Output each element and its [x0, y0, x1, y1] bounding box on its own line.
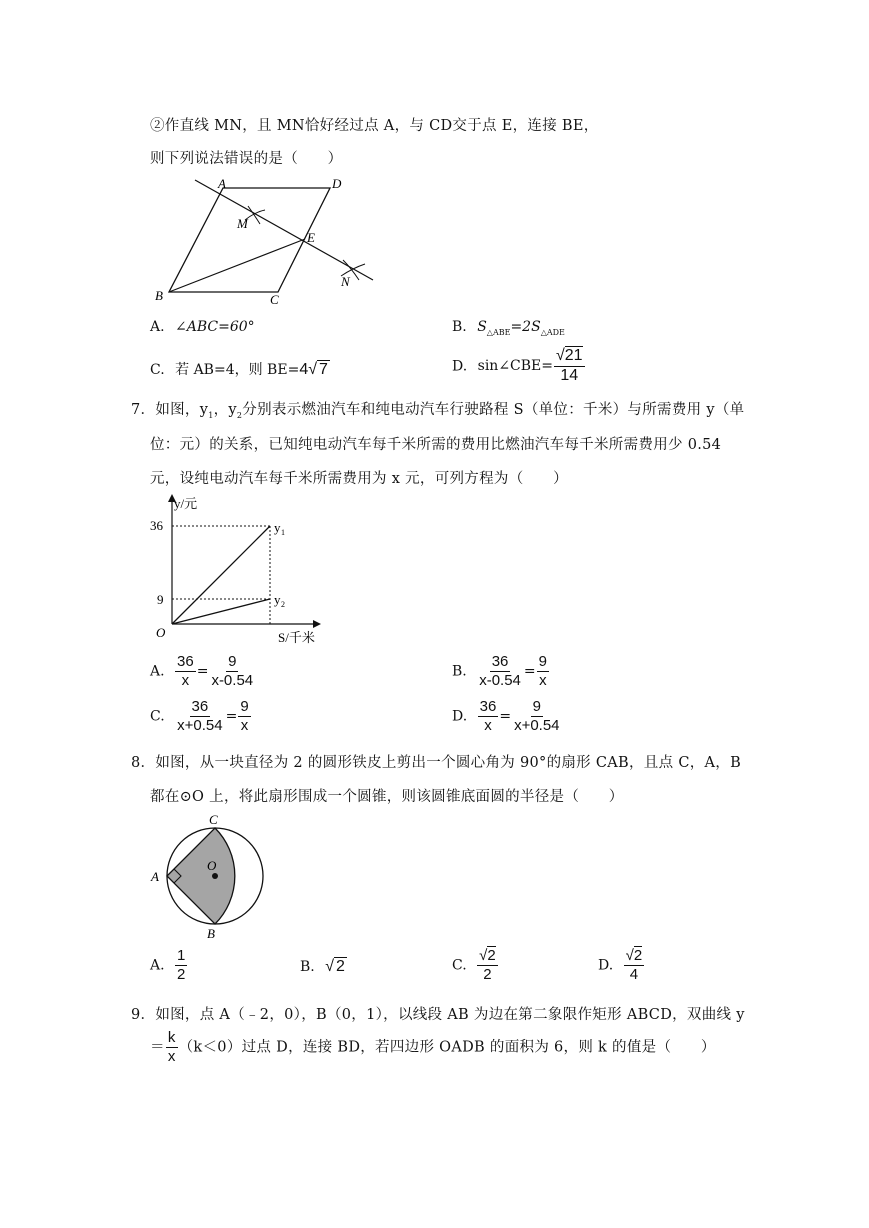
option-text: =2S — [510, 319, 541, 335]
option-text: 若 AB=4，则 BE= — [175, 362, 300, 378]
equals: = — [225, 708, 238, 725]
numerator: √2 — [625, 947, 643, 964]
q6-step2-text: ②作直线 MN，且 MN恰好经过点 A，与 CD交于点 E，连接 BE， — [150, 118, 599, 134]
numerator: 9 — [228, 653, 237, 670]
equals: = — [499, 708, 512, 725]
subscript: △ABE — [486, 327, 511, 337]
option-prefix: B. — [300, 959, 315, 975]
q8-option-b[interactable] — [300, 958, 347, 976]
label-b: B — [155, 288, 163, 303]
numerator: 36 — [491, 653, 509, 670]
fraction — [209, 654, 255, 689]
series-y2-line — [172, 599, 270, 624]
option-prefix: C. — [452, 957, 467, 974]
option-prefix: D. — [598, 957, 614, 974]
numerator: 9 — [532, 698, 541, 715]
coefficient: 4 — [299, 361, 309, 378]
denominator: x+0.54 — [177, 716, 223, 734]
series-label-y2-sub: 2 — [281, 600, 285, 609]
tick-label-9: 9 — [157, 592, 164, 607]
option-prefix: C. — [150, 708, 165, 725]
q6-question-text: 则下列说法错误的是（ ） — [150, 151, 343, 167]
text: ，y — [213, 402, 237, 418]
fraction — [478, 699, 499, 734]
q9-line1: 9．如图，点 A（﹣2，0），B（0，1），以线段 AB 为边在第二象限作矩形 ABCD，双曲线 y — [131, 1007, 745, 1023]
label-c: C — [270, 292, 279, 307]
equals: = — [196, 663, 209, 680]
numerator: 36 — [177, 653, 194, 670]
fraction — [624, 948, 645, 983]
label-m: M — [237, 216, 248, 231]
denominator: x-0.54 — [479, 671, 521, 689]
numerator: √2 — [479, 947, 496, 964]
denominator: x — [484, 716, 492, 734]
fraction — [477, 654, 523, 689]
denominator: x — [167, 1047, 176, 1065]
y-axis-label: y/元 — [174, 496, 198, 511]
q8-option-a[interactable] — [150, 948, 188, 983]
fraction — [537, 654, 549, 689]
label-a: A — [151, 869, 159, 884]
equals: = — [523, 663, 536, 680]
subscript: △ADE — [540, 327, 565, 337]
q7-line3: 元，设纯电动汽车每千米所需费用为 x 元，可列方程为（ ） — [150, 471, 568, 487]
q7-cost-chart — [140, 492, 340, 644]
label-e: E — [307, 230, 315, 245]
text: （k＜0）过点 D，连接 BD，若四边形 OADB 的面积为 6，则 k 的值是（ ） — [178, 1039, 716, 1056]
label-n: N — [341, 274, 350, 289]
q7-line1 — [131, 398, 744, 420]
denominator: 4 — [629, 965, 639, 983]
fraction — [175, 699, 224, 734]
radical-expression: 4√ 7 — [299, 361, 328, 378]
q7-line2: 位：元）的关系，已知纯电动汽车每千米所需的费用比燃油汽车每千米所需费用少 0.54 — [150, 437, 722, 453]
denominator: x+0.54 — [514, 716, 560, 734]
fraction — [512, 699, 561, 734]
origin-label: O — [156, 625, 166, 640]
q9-line2 — [150, 1030, 716, 1065]
series-label-y1-sub: 1 — [281, 528, 285, 537]
numerator: 36 — [479, 698, 497, 715]
radicand: 21 — [564, 347, 583, 364]
q8-option-c[interactable] — [452, 948, 499, 983]
option-text: sin∠CBE= — [477, 358, 553, 375]
denominator: x — [181, 671, 190, 689]
fraction — [175, 948, 187, 983]
label-o: O — [207, 858, 217, 873]
option-text: S — [477, 319, 487, 335]
label-d: D — [332, 176, 342, 191]
series-label-y2: y — [274, 592, 281, 607]
q7-option-b[interactable] — [452, 654, 550, 689]
fraction — [238, 699, 250, 734]
text: 7．如图，y — [131, 402, 209, 418]
x-axis-label: S/千米 — [278, 630, 315, 644]
q8-option-d[interactable] — [598, 948, 645, 983]
x-axis-arrow — [313, 620, 321, 628]
q6-parallelogram-figure — [145, 176, 385, 311]
text: 分别表示燃油汽车和纯电动汽车行驶路程 S（单位：千米）与所需费用 y（单 — [242, 402, 745, 418]
q6-option-a[interactable] — [150, 319, 255, 335]
numerator: k — [167, 1029, 176, 1046]
radicand: 7 — [319, 361, 328, 378]
denominator: 14 — [560, 366, 579, 384]
denominator: 2 — [483, 965, 492, 983]
fraction — [166, 1030, 178, 1065]
denominator: 2 — [177, 965, 186, 983]
numerator: 9 — [538, 653, 547, 670]
q7-option-a[interactable] — [150, 654, 256, 689]
subscript: 1 — [208, 410, 214, 420]
option-text: ∠ABC=60° — [175, 319, 255, 335]
fraction — [554, 348, 585, 385]
label-b: B — [207, 926, 215, 941]
denominator: x — [240, 716, 249, 734]
option-prefix: B. — [452, 663, 467, 680]
radical-expression: √ 2 — [325, 958, 345, 975]
numerator: 9 — [240, 698, 249, 715]
radicand: 2 — [335, 958, 345, 975]
option-prefix: A. — [150, 957, 165, 974]
label-a: A — [218, 176, 226, 191]
q6-option-b[interactable] — [452, 319, 565, 337]
option-prefix: D. — [452, 358, 468, 375]
label-c: C — [209, 812, 218, 827]
series-label-y1: y — [274, 520, 281, 535]
numerator: 36 — [191, 698, 209, 715]
option-prefix: B. — [452, 319, 467, 335]
q6-option-c[interactable] — [150, 359, 330, 379]
q7-option-c[interactable] — [150, 699, 252, 734]
fraction — [175, 654, 196, 689]
option-prefix: C. — [150, 362, 165, 378]
sector-cab — [167, 828, 235, 924]
denominator: x — [539, 671, 547, 689]
q8-line2: 都在⊙O 上，将此扇形围成一个圆锥，则该圆锥底面圆的半径是（ ） — [150, 789, 624, 805]
radicand: 2 — [487, 947, 496, 964]
q6-option-d[interactable] — [452, 348, 586, 385]
fraction — [477, 948, 498, 983]
numerator: 1 — [177, 947, 186, 964]
numerator: √21 — [554, 348, 585, 367]
q8-line1: 8．如图，从一块直径为 2 的圆形铁皮上剪出一个圆心角为 90°的扇形 CAB，且点 C，A，B — [131, 755, 742, 771]
option-prefix: A. — [150, 663, 165, 680]
option-prefix: D. — [452, 708, 468, 725]
q7-option-d[interactable] — [452, 699, 563, 734]
center-point — [212, 873, 218, 879]
q8-sector-figure — [145, 810, 270, 945]
denominator: x-0.54 — [211, 671, 254, 689]
option-prefix: A. — [150, 319, 165, 335]
tick-label-36: 36 — [150, 518, 163, 533]
series-y1-line — [172, 526, 270, 624]
radicand: 2 — [633, 947, 643, 964]
text: ＝ — [150, 1039, 165, 1056]
subscript: 2 — [236, 410, 243, 420]
